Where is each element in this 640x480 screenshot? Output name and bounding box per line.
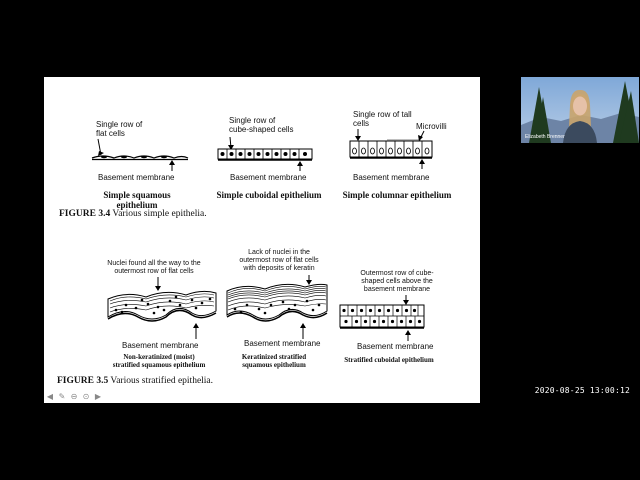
simple-squamous-diagram [88, 137, 192, 171]
squamous-top-label: Single row of flat cells [96, 120, 143, 138]
simple-cuboidal-diagram [216, 135, 316, 171]
nonkeratinized-bottom-label: Basement membrane [122, 341, 199, 350]
keratinized-top-label: Lack of nuclei in the outermost row of flat cells with deposits of keratin [239, 249, 319, 272]
figure-3-4-caption [59, 209, 207, 219]
keratinized-caption: Keratinized stratified squamous epithelium [241, 353, 307, 369]
figure-3-4-text: Various simple epithelia. [110, 209, 207, 219]
participant-video[interactable] [521, 77, 639, 143]
cuboidal-caption: Simple cuboidal epithelium [216, 190, 322, 200]
nonkeratinized-caption: Non-keratinized (moist) stratified squamous epithelium [112, 353, 206, 369]
microvilli-label: Microvilli [416, 122, 447, 131]
columnar-top-label: Single row of tall cells [353, 110, 412, 128]
presentation-slide [44, 77, 480, 403]
squamous-caption: Simple squamous epithelium [103, 190, 171, 210]
columnar-bottom-label: Basement membrane [353, 173, 430, 182]
cuboidal-bottom-label: Basement membrane [230, 173, 307, 182]
arrow-right-icon[interactable]: ▶ [94, 392, 102, 401]
keratinized-bottom-label: Basement membrane [244, 339, 321, 348]
zoom-out-icon[interactable]: ⊖ [70, 392, 78, 401]
stratified-cuboidal-caption: Stratified cuboidal epithelium [344, 356, 434, 364]
stratified-cuboidal-bottom-label: Basement membrane [357, 342, 434, 351]
nonkeratinized-top-label: Nuclei found all the way to the outermost row of flat cells [107, 260, 201, 275]
figure-3-5-caption [57, 376, 213, 386]
figure-3-5-text: Various stratified epithelia. [108, 376, 214, 386]
figure-3-4-number: FIGURE 3.4 [59, 209, 111, 219]
participant-name-label: Elizabeth Brenner [525, 134, 565, 140]
squamous-bottom-label: Basement membrane [98, 173, 175, 182]
cuboidal-top-label: Single row of cube-shaped cells [229, 116, 294, 134]
arrow-left-icon[interactable]: ◀ [46, 392, 54, 401]
columnar-caption: Simple columnar epithelium [342, 190, 452, 200]
nonkeratinized-stratified-squamous-diagram [106, 277, 218, 342]
options-icon[interactable]: ⊙ [82, 392, 90, 401]
stratified-cuboidal-top-label: Outermost row of cube- shaped cells above the basement membrane [360, 270, 434, 293]
stratified-cuboidal-diagram [338, 295, 428, 343]
simple-columnar-diagram [348, 129, 440, 171]
slide-toolbar [45, 392, 103, 402]
figure-3-5-number: FIGURE 3.5 [57, 376, 109, 386]
recording-timestamp: 2020-08-25 13:00:12 [534, 386, 630, 395]
keratinized-stratified-squamous-diagram [225, 275, 329, 342]
pen-icon[interactable]: ✎ [58, 392, 66, 401]
